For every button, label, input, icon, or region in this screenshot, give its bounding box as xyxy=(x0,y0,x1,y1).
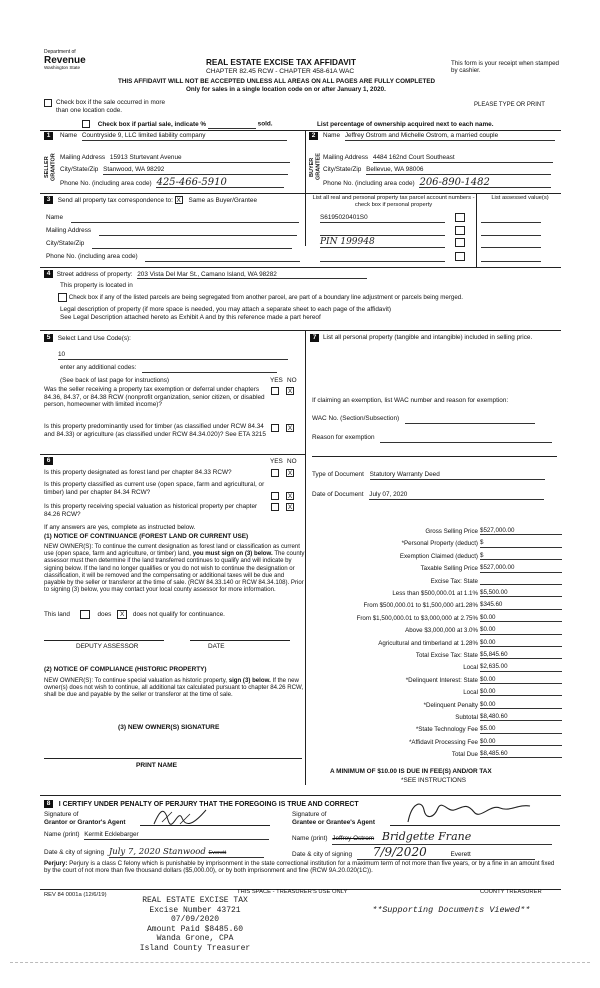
treasurer-stamp xyxy=(120,896,270,953)
minimum-due: A MINIMUM OF $10.00 IS DUE IN FEE(S) AND/OR TAX xyxy=(330,768,492,775)
partial-sale-checkbox[interactable] xyxy=(82,120,90,128)
grantee-date-label: Date & city of signing xyxy=(292,851,353,858)
tax-row xyxy=(306,523,562,535)
tax-row xyxy=(306,622,562,634)
s3-mailing-field[interactable] xyxy=(99,227,297,236)
this-land-label: This land xyxy=(44,611,70,619)
divider xyxy=(40,267,561,268)
form-chapter: CHAPTER 82.45 RCW - CHAPTER 458-61A WAC xyxy=(206,68,355,75)
grantee-signature xyxy=(404,798,534,828)
tax-row-label: Local xyxy=(463,664,478,672)
buyer-name-label: Name xyxy=(323,132,341,139)
seller-mailing-label: Mailing Address xyxy=(60,154,106,161)
seller-name[interactable]: Countryside 9, LLC limited liability company xyxy=(82,132,287,141)
tax-row-value[interactable]: $0.00 xyxy=(480,701,562,709)
s5-q1-no-checkbox[interactable]: X xyxy=(287,388,293,395)
if-yes-instructions: If any answers are yes, complete as instructed below. xyxy=(44,524,196,531)
tax-row xyxy=(306,746,562,758)
supporting-documents-stamp: **Supporting Documents Viewed** xyxy=(372,905,531,915)
grantor-date-city[interactable] xyxy=(109,847,264,858)
agency-state: Washington State xyxy=(44,64,81,70)
see-back-label: (See back of last page for instructions) xyxy=(60,377,170,384)
notice-compliance-body xyxy=(44,677,306,699)
same-as-buyer-label: Same as Buyer/Grantee xyxy=(188,196,258,204)
perjury-text: Perjury is a class C felony which is punishable by imprisonment in the state correctional institution for a maximum term of not more than five years, or by a fine in an amount fixed by the court of not more than five thousand dollars ($5,000.00), or by both imprisonment and fine (RCW 9A.20.020(1C)). xyxy=(44,860,555,875)
see-instructions: *SEE INSTRUCTIONS xyxy=(401,777,466,784)
multiple-location-label: Check box if the sale occurred in more than one location code. xyxy=(56,99,166,114)
stamp-line-5: Wanda Grone, CPA xyxy=(156,934,234,943)
s5-yes-header: YES xyxy=(270,377,283,384)
section-number-1: 1 xyxy=(44,132,53,140)
assessed-value-4[interactable] xyxy=(481,253,541,262)
notice-compliance-title: (2) NOTICE OF COMPLIANCE (HISTORIC PROPERTY) xyxy=(44,666,207,673)
tax-row-label: Less than $500,000.01 at 1.1% xyxy=(392,590,478,598)
tax-row-value[interactable]: $345.60 xyxy=(480,601,562,609)
sold-label: sold. xyxy=(257,120,273,128)
does-not-qualify-label: does not qualify for continuance. xyxy=(132,611,225,619)
grantee-name-struck: Jeffrey Ostrom xyxy=(332,835,375,842)
grantor-sig-label-1: Signature of xyxy=(44,811,79,818)
deputy-assessor-label: DEPUTY ASSESSOR xyxy=(76,643,139,650)
parcel-number-blank-2[interactable] xyxy=(320,227,445,236)
personal-property-checkbox-2[interactable] xyxy=(455,226,465,235)
s5-q2-no-checkbox[interactable]: X xyxy=(287,425,293,432)
tax-row xyxy=(306,610,562,622)
tax-row-label: Exemption Claimed (deduct) xyxy=(399,552,478,560)
parcel-number-blank-4[interactable] xyxy=(320,253,445,262)
tax-row xyxy=(306,548,562,560)
tax-row xyxy=(306,585,562,597)
does-not-checkbox[interactable]: X xyxy=(117,610,127,619)
document-type-label: Type of Document xyxy=(312,471,364,478)
s5-q2-yes-checkbox[interactable] xyxy=(271,424,279,432)
personal-property-checkbox-4[interactable] xyxy=(455,252,465,261)
grantee-date-value: 7/9/2020 xyxy=(372,845,427,859)
tax-row xyxy=(306,560,562,572)
tax-row-value[interactable]: $0.00 xyxy=(480,626,562,634)
tax-row-label: *Personal Property (deduct) xyxy=(401,540,478,548)
notice-compliance-body-a: NEW OWNER(S): To continue special valuation as historic property, xyxy=(44,677,227,684)
wac-label: WAC No. (Section/Subsection) xyxy=(312,415,400,422)
segregated-label: Check box if any of the listed parcels are being segregated from another parcel, are part of a boundary line adjustment or parcels being merged. xyxy=(68,294,463,302)
tax-row xyxy=(306,696,562,708)
s6-q3-yes-checkbox[interactable] xyxy=(271,503,279,511)
grantee-name-handwritten: Bridgette Frane xyxy=(381,830,472,843)
s5-no-header: NO xyxy=(287,377,297,384)
street-label: Street address of property: xyxy=(56,270,133,278)
tax-row xyxy=(306,684,562,696)
located-in-label: This property is located in xyxy=(60,282,133,289)
new-owner-signature-label: (3) NEW OWNER(S) SIGNATURE xyxy=(118,724,220,731)
stamp-line-3: 07/09/2020 xyxy=(170,915,219,924)
s6-q2-no-checkbox[interactable]: X xyxy=(287,493,293,500)
parcel-number-2[interactable]: PIN 199948 xyxy=(320,238,445,248)
tax-row-value[interactable]: $0.00 xyxy=(480,738,562,746)
form-revision: REV 84 0001a (12/6/19) xyxy=(44,892,107,898)
seller-side-label: SELLER GRANTOR xyxy=(44,153,57,181)
tax-row xyxy=(306,597,562,609)
tax-row-label: Total Excise Tax: State xyxy=(415,651,478,659)
personal-property-label: List all personal property (tangible and intangible) included in selling price. xyxy=(323,334,533,341)
multiple-location-checkbox[interactable] xyxy=(44,99,52,107)
notice-continuance-title: (1) NOTICE OF CONTINUANCE (FOREST LAND OR CURRENT USE) xyxy=(44,533,249,540)
divider xyxy=(40,795,561,796)
tax-row-label: Excise Tax: State xyxy=(430,577,478,585)
s3-name-field[interactable] xyxy=(71,214,299,223)
tax-row-label: Local xyxy=(463,689,478,697)
tax-row-label: Agricultural and timberland at 1.28% xyxy=(378,639,478,647)
reason-line-2 xyxy=(312,456,557,457)
buyer-side-label: BUYER GRANTEE xyxy=(309,153,322,181)
s6-q2: Is this property classified as current use (open space, farm and agricultural, or timber) land per chapter 84.34 RCW? xyxy=(44,481,265,496)
tax-row-value[interactable]: $8,480.60 xyxy=(480,713,562,721)
tax-row xyxy=(306,721,562,733)
seller-name-label: Name xyxy=(60,132,78,139)
street-address[interactable]: 203 Vista Del Mar St., Camano Island, WA 98282 xyxy=(137,271,367,280)
tax-row-label: Taxable Selling Price xyxy=(420,565,478,573)
type-or-print: PLEASE TYPE OR PRINT xyxy=(474,102,545,108)
section-3 xyxy=(44,196,306,204)
treasurer-space-label: THIS SPACE - TREASURER'S USE ONLY xyxy=(237,889,348,895)
print-name-label: PRINT NAME xyxy=(136,762,178,769)
stamp-line-4: Amount Paid $8485.60 xyxy=(146,924,243,934)
tax-row xyxy=(306,709,562,721)
seller-city-label: City/State/Zip xyxy=(60,166,99,173)
tax-row-value[interactable]: $0.00 xyxy=(480,676,562,684)
s3-name-label: Name xyxy=(46,214,64,221)
tax-row xyxy=(306,647,562,659)
perjury-title: Perjury: xyxy=(44,860,68,867)
s6-no-header: NO xyxy=(287,458,297,465)
agency-name: Revenue xyxy=(44,54,86,66)
section-4 xyxy=(44,270,560,279)
land-use-label: Select Land Use Code(s): xyxy=(57,334,131,342)
document-date[interactable]: July 07, 2020 xyxy=(369,491,544,500)
tax-row-value[interactable]: $5,845.60 xyxy=(480,651,562,659)
divider xyxy=(40,454,306,455)
reason-label: Reason for exemption xyxy=(312,434,375,441)
buyer-mailing-label: Mailing Address xyxy=(323,154,369,161)
seller-phone-label: Phone No. (including area code) xyxy=(60,180,152,187)
tax-row-label: From $1,500,000.01 to $3,000,000 at 2.75% xyxy=(356,614,478,622)
section-number-4: 4 xyxy=(44,270,53,278)
section-divider xyxy=(305,130,306,246)
partial-sale-percent-field[interactable] xyxy=(208,121,256,130)
tax-row-value[interactable]: $0.00 xyxy=(480,639,562,647)
section-number-3: 3 xyxy=(44,196,53,204)
warning-banner: THIS AFFIDAVIT WILL NOT BE ACCEPTED UNLESS ALL AREAS ON ALL PAGES ARE FULLY COMPLETED xyxy=(118,78,436,85)
tax-row-value[interactable] xyxy=(480,584,562,585)
buyer-city-label: City/State/Zip xyxy=(323,166,362,173)
tax-row-label: Gross Selling Price xyxy=(425,528,478,536)
buyer-phone[interactable]: 206-890-1482 xyxy=(419,178,551,188)
does-checkbox[interactable] xyxy=(80,610,90,619)
additional-codes-label: enter any additional codes: xyxy=(60,364,137,371)
grantee-city-value: Everett xyxy=(450,851,471,858)
tax-row-value[interactable]: $0.00 xyxy=(480,614,562,622)
signature-line xyxy=(44,758,302,759)
s6-q1-yes-checkbox[interactable] xyxy=(271,469,279,477)
reason-field[interactable] xyxy=(380,434,552,443)
divider xyxy=(40,193,561,194)
grantor-date-label: Date & city of signing xyxy=(44,849,105,856)
divider xyxy=(40,130,561,131)
section-number-2: 2 xyxy=(309,132,318,140)
grantor-name-label: Name (print) xyxy=(44,831,80,838)
personal-property-checkbox-3[interactable] xyxy=(455,238,465,247)
scan-edge xyxy=(10,962,590,963)
tax-row-value[interactable]: $8,485.60 xyxy=(480,750,562,758)
assessed-value-2[interactable] xyxy=(481,227,541,236)
form-title: REAL ESTATE EXCISE TAX AFFIDAVIT xyxy=(206,58,356,67)
section-number-7: 7 xyxy=(310,334,319,342)
tax-row xyxy=(306,535,562,547)
s6-q2-yes-checkbox[interactable] xyxy=(271,492,279,500)
exemption-claim-label: If claiming an exemption, list WAC number and reason for exemption: xyxy=(312,397,509,404)
does-label: does xyxy=(97,611,112,619)
tax-calculation xyxy=(306,523,562,758)
section-number-5: 5 xyxy=(44,334,53,342)
grantee-name-field[interactable] xyxy=(332,831,552,845)
tax-row-label: Total Due xyxy=(451,751,478,759)
s6-q1: Is this property designated as forest land per chapter 84.33 RCW? xyxy=(44,469,232,476)
section-number-8: 8 xyxy=(44,800,53,808)
seller-phone[interactable]: 425-466-5910 xyxy=(156,178,284,188)
grantor-signature xyxy=(150,804,210,828)
s3-mailing-label: Mailing Address xyxy=(46,227,92,234)
assessed-value-3[interactable] xyxy=(481,239,541,248)
tax-row-label: *Delinquent Penalty xyxy=(423,701,478,709)
single-location-note: Only for sales in a single location code on or after January 1, 2020. xyxy=(186,86,386,93)
s5-q1: Was the seller receiving a property tax exemption or deferral under chapters 84.36, 84.37, or 84.38 RCW (nonprofit organization, senior citizen, or disabled person, homeowner with limited income)? xyxy=(44,386,265,409)
partial-sale-label: Check box if partial sale, indicate % xyxy=(97,120,207,128)
buyer-mailing[interactable]: 4484 162nd Court Southeast xyxy=(373,154,553,163)
s3-phone-field[interactable] xyxy=(145,253,300,262)
wac-field[interactable] xyxy=(405,415,535,424)
assessed-header: List assessed value(s) xyxy=(491,195,549,201)
tax-row-value[interactable]: $527,000.00 xyxy=(480,564,562,572)
tax-row-value[interactable]: $527,000.00 xyxy=(480,527,562,535)
assessor-date-line xyxy=(190,640,290,641)
notice-compliance-sign: sign (3) below. xyxy=(228,677,271,684)
s5-q2: Is this property predominantly used for timber (as classified under RCW 84.34 and 84.33) or agriculture (as classified under RCW 84.34.020)? See ETA 3215 xyxy=(44,423,266,438)
tax-row xyxy=(306,635,562,647)
tax-row-label: *State Technology Fee xyxy=(415,726,478,734)
tax-row-value[interactable]: $2,635.00 xyxy=(480,663,562,671)
agency-top: Department of xyxy=(44,49,76,55)
personal-property-checkbox-1[interactable] xyxy=(455,213,465,222)
segregated-checkbox[interactable] xyxy=(58,293,67,302)
parcel-number-1[interactable]: S6195020401S0 xyxy=(320,214,445,223)
tax-row-label: From $500,000.01 to $1,500,000 at1.28% xyxy=(363,602,478,610)
certify-label: I CERTIFY UNDER PENALTY OF PERJURY THAT THE FOREGOING IS TRUE AND CORRECT xyxy=(58,800,359,808)
s3-city-label: City/State/Zip xyxy=(46,240,85,247)
tax-row xyxy=(306,734,562,746)
notice-continuance-body-b: The county assessor must then determine if the land transferred continues to qualify and will indicate by signing below. If the land no longer qualifies or you do not wish to continue the designation or classification, it will be removed and the compensating or additional taxes will be due and payable by the seller or transferor at the time of sale. (RCW 84.33.140 or RCW 84.34.108). Prior to signing (3) below, you may contact your local county assessor for more information. xyxy=(44,550,305,594)
stamp-line-2: Excise Number 43721 xyxy=(149,905,241,915)
legal-description-text: See Legal Description attached hereto as Exhibit A and by this reference made a part hereof xyxy=(60,314,321,321)
tax-row-value[interactable]: $5.00 xyxy=(480,725,562,733)
multiple-location-row xyxy=(44,99,174,114)
tax-row-value[interactable]: $ xyxy=(480,552,562,560)
tax-row xyxy=(306,672,562,684)
grantee-sig-label-1: Signature of xyxy=(292,811,327,818)
land-use-code[interactable]: 10 xyxy=(58,351,288,360)
buyer-section xyxy=(309,132,561,192)
parcel-header: List all real and personal property tax parcel account numbers - check box if personal property xyxy=(312,195,475,208)
s6-q1-no-checkbox[interactable]: X xyxy=(287,470,293,477)
partial-sale-row xyxy=(82,120,322,129)
county-treasurer-label: COUNTY TREASURER xyxy=(480,889,542,895)
grantor-city-struck: Everett xyxy=(208,850,227,856)
additional-codes-field[interactable] xyxy=(142,364,277,373)
seller-section xyxy=(44,132,302,192)
tax-row xyxy=(306,573,562,585)
buyer-phone-label: Phone No. (including area code) xyxy=(323,180,415,187)
assessor-date-label: DATE xyxy=(208,643,225,650)
s6-q3-no-checkbox[interactable]: X xyxy=(287,504,293,511)
notice-continuance-body xyxy=(44,543,306,593)
grantee-name-label: Name (print) xyxy=(292,835,328,842)
s5-q1-yes-checkbox[interactable] xyxy=(271,387,279,395)
revenue-logo xyxy=(44,50,114,70)
same-as-buyer-checkbox[interactable]: X xyxy=(176,197,181,204)
seller-mailing[interactable]: 15913 Sturtevant Avenue xyxy=(110,154,290,163)
tax-row-value[interactable]: $0.00 xyxy=(480,688,562,696)
seller-city[interactable]: Stanwood, WA 98292 xyxy=(103,166,288,175)
notice-continuance-body-a: NEW OWNER(S): To continue the current designation as forest land or classification as current use (open space, farm and agriculture, or timber) land, xyxy=(44,543,300,558)
buyer-city[interactable]: Bellevue, WA 98006 xyxy=(366,166,551,175)
tax-row xyxy=(306,659,562,671)
send-correspondence-label: Send all property tax correspondence to: xyxy=(57,196,173,204)
s6-yes-header: YES xyxy=(270,458,283,465)
notice-compliance-body-b: If the new owner(s) does not wish to continue, all additional tax calculated pursuant to chapter 84.26 RCW, shall be due and payable by the seller or transferor at the time of sale. xyxy=(44,677,304,699)
tax-row-label: *Affidavit Processing Fee xyxy=(408,738,478,746)
assessed-value-1[interactable] xyxy=(481,214,541,223)
document-type[interactable]: Statutory Warranty Deed xyxy=(370,471,545,480)
grantee-date-city[interactable] xyxy=(357,845,535,860)
section-number-6: 6 xyxy=(44,457,53,465)
assessor-signature-line xyxy=(44,640,164,641)
grantor-sig-label-2: Grantor or Grantor's Agent xyxy=(44,818,126,826)
stamp-line-6: Island County Treasurer xyxy=(139,943,251,953)
s6-q3: Is this property receiving special valuation as historical property per chapter 84.26 RCW? xyxy=(44,503,258,518)
tax-row-value[interactable]: $5,500.00 xyxy=(480,589,562,597)
grantor-name[interactable]: Kermit Ecklebarger xyxy=(84,831,269,840)
s3-phone-label: Phone No. (including area code) xyxy=(46,253,138,260)
buyer-name[interactable]: Jeffrey Ostrom and Michelle Ostrom, a married couple xyxy=(345,132,555,141)
list-percentage-label: List percentage of ownership acquired next to each name. xyxy=(317,121,494,128)
tax-row-label: Subtotal xyxy=(455,713,478,721)
tax-row-value[interactable]: $ xyxy=(480,539,562,547)
grantor-date-value: July 7, 2020 Stanwood xyxy=(108,847,206,857)
stamp-line-1: REAL ESTATE EXCISE TAX xyxy=(142,896,248,905)
legal-description-label: Legal description of property (if more space is needed, you may attach a separate sheet to each page of the affidavit) xyxy=(60,306,391,313)
tax-row-label: *Delinquent Interest: State xyxy=(405,676,478,684)
grantee-sig-label-2: Grantee or Grantee's Agent xyxy=(292,818,375,826)
notice-continuance-sign: you must sign on (3) below. xyxy=(192,550,273,558)
receipt-note: This form is your receipt when stamped by cashier. xyxy=(451,60,559,75)
divider xyxy=(40,330,561,331)
s3-city-field[interactable] xyxy=(92,240,292,249)
tax-row-label: Above $3,000,000 at 3.0% xyxy=(405,627,478,635)
document-date-label: Date of Document xyxy=(312,491,364,498)
